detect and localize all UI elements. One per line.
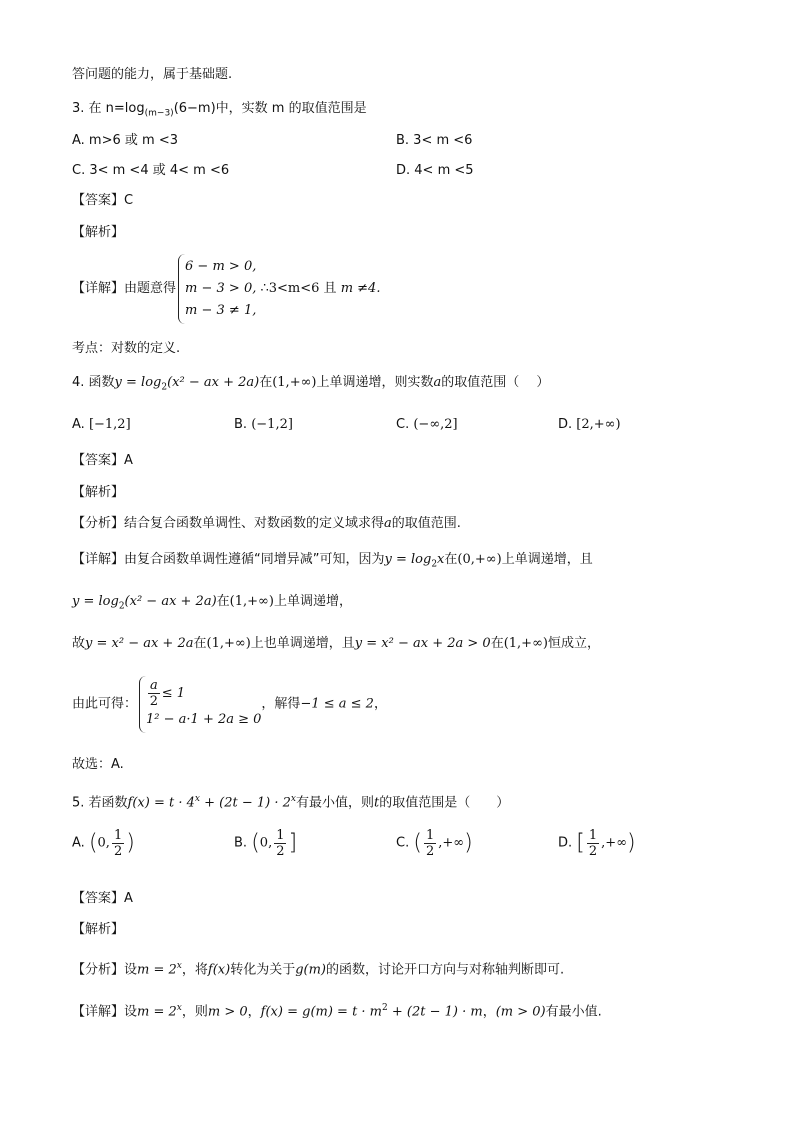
q4-choose: 故选：A. (72, 757, 124, 772)
q4-stem: 4. 函数$y = \log_2(x^2$ − ax + 2a)在(1,+∞)上单调递增，则实数a的取值范围（ ） (72, 375, 550, 393)
q4-detail-line4: 由此可得： $\frac{a}{2}$ ≤ 1 1² − a·1 + 2a ≥ 0 ，解得−1 ≤ a ≤ 2， (72, 676, 387, 733)
q3-detail: 【详解】由题意得 6 − m > 0, m − 3 > 0, ∴3<m<6 且 m ≠4. m − 3 ≠ 1, (72, 254, 380, 324)
q4-option-b: B. (−1,2] (234, 417, 293, 432)
q3-option-b: B. 3< m <6 (396, 133, 473, 148)
q5-detail: 【详解】设$m = 2^x$，则m > 0，$f(x) = g(m) = t \cdot m^2 + (2t - 1) \cdot m$，(m > 0)有最小值. (72, 1003, 602, 1020)
q3-analysis-label: 【解析】 (72, 225, 125, 240)
q4-detail-line3: 故y = x² − ax + 2a在(1,+∞)上也单调递增，且y = x² − ax + 2a > 0在(1,+∞)恒成立， (72, 636, 600, 651)
q4-option-c: C. (−∞,2] (396, 417, 458, 432)
q4-option-a: A. [−1,2] (72, 417, 131, 432)
q4-fenxi: 【分析】结合复合函数单调性、对数函数的定义域求得a的取值范围. (72, 516, 461, 531)
q5-option-b: B. (0, $\frac{1}{2}$ ] (234, 828, 298, 859)
q5-option-c: C. ( $\frac{1}{2}$ ,+∞) (396, 828, 473, 859)
q4-equation-system: $\frac{a}{2}$ ≤ 1 1² − a·1 + 2a ≥ 0 (139, 676, 261, 733)
q5-stem: 5. 若函数$f(x) = t \cdot 4^x + (2t - 1) \cdot 2^x$有最小值，则t的取值范围是（ ） (72, 794, 510, 811)
q5-option-a: A. (0, $\frac{1}{2}$ ) (72, 828, 135, 859)
q5-analysis-label: 【解析】 (72, 922, 125, 937)
q3-option-c: C. 3< m <4 或 4< m <6 (72, 163, 230, 178)
q3-kaodian: 考点：对数的定义. (72, 341, 181, 356)
q3-stem: 3. 在 $n=\log_{(m-3)}(6-m)$中，实数 m 的取值范围是 (72, 101, 367, 119)
q3-option-d: D. 4< m <5 (396, 163, 474, 178)
q4-detail-line2: $y = \log_2(x^2$ − ax + 2a)在(1,+∞)上单调递增， (72, 594, 352, 612)
q5-answer: 【答案】A (72, 891, 133, 906)
intro-text: 答问题的能力，属于基础题. (72, 67, 233, 82)
q5-option-d: D. [ $\frac{1}{2}$ ,+∞) (558, 828, 636, 859)
q4-answer: 【答案】A (72, 453, 133, 468)
q5-fenxi: 【分析】设$m = 2^x$，将f(x)转化为关于g(m)的函数，讨论开口方向与对称轴判断即可. (72, 961, 565, 978)
q4-option-d: D. [2,+∞) (558, 417, 621, 432)
q4-detail-line1: 【详解】由复合函数单调性遵循“同增异减”可知，因为$y = \log_2x$在(0,+∞)上单调递增，且 (72, 552, 593, 570)
q3-equation-system: 6 − m > 0, m − 3 > 0, ∴3<m<6 且 m ≠4. m − 3 ≠ 1, (178, 254, 380, 324)
q3-answer: 【答案】C (72, 193, 134, 208)
q3-option-a: A. m>6 或 m <3 (72, 133, 178, 148)
q4-analysis-label: 【解析】 (72, 485, 125, 500)
